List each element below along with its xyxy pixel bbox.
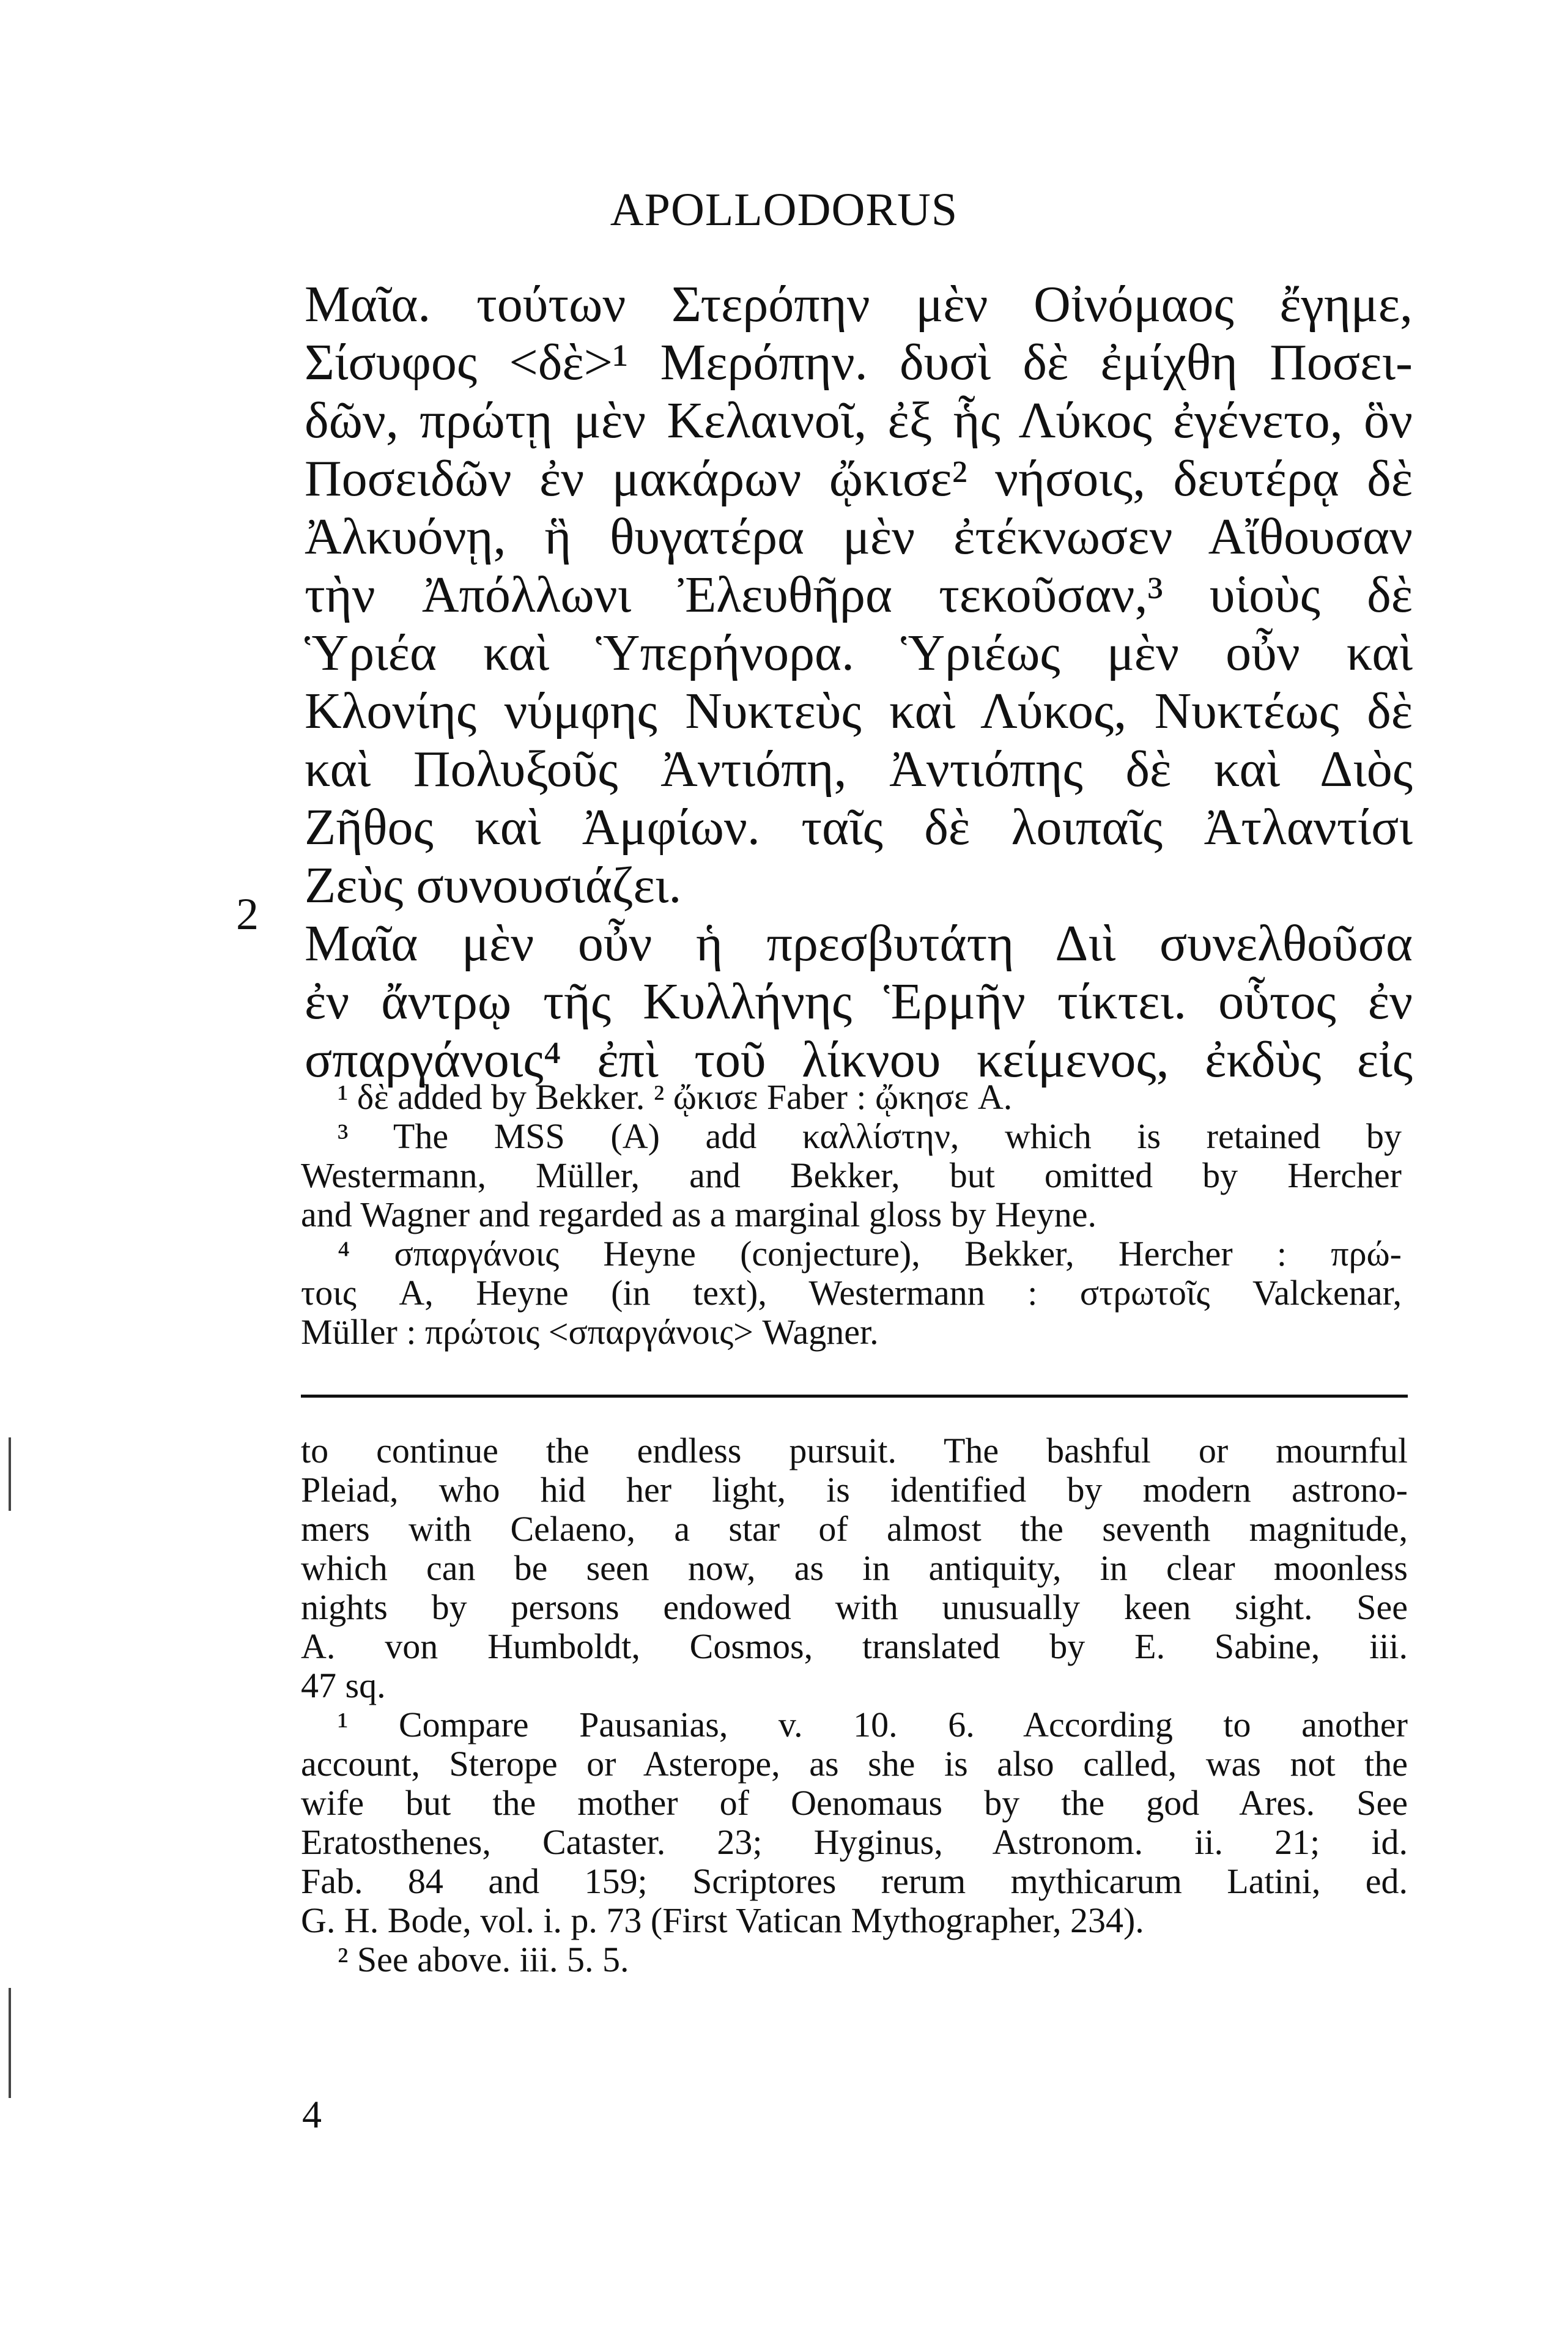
greek-line: Μαῖα. τούτων Στερόπην μὲν Οἰνόμαος ἔγημε, — [305, 276, 1413, 333]
greek-line: τὴν Ἀπόλλωνι Ἐλευθῆρα τεκοῦσαν,³ υἱοὺς δὲ — [305, 566, 1413, 623]
greek-text-block — [305, 275, 1413, 1089]
critical-note-line: τοις A, Heyne (in text), Westermann : στρωτοῖς Valckenar, — [301, 1273, 1402, 1313]
critical-note-line: Müller : πρώτοις <σπαργάνοις> Wagner. — [301, 1312, 879, 1352]
translation-note-line: ¹ Compare Pausanias, v. 10. 6. According to another — [338, 1705, 1408, 1744]
translation-note-line: wife but the mother of Oenomaus by the god Ares. See — [301, 1783, 1408, 1823]
greek-line: σπαργάνοις⁴ ἐπὶ τοῦ λίκνου κείμενος, ἐκδὺς εἰς — [305, 1031, 1413, 1088]
translation-note-line: account, Sterope or Asterope, as she is also called, was not the — [301, 1744, 1408, 1784]
critical-note-line: ⁴ σπαργάνοις Heyne (conjecture), Bekker, Hercher : πρώ- — [338, 1234, 1402, 1273]
critical-note-line: ³ The MSS (A) add καλλίστην, which is retained by — [338, 1116, 1402, 1156]
translation-note-line: mers with Celaeno, a star of almost the seventh magnitude, — [301, 1509, 1408, 1549]
greek-line: καὶ Πολυξοῦς Ἀντιόπη, Ἀντιόπης δὲ καὶ Διὸς — [305, 741, 1413, 798]
greek-line: Ζῆθος καὶ Ἀμφίων. ταῖς δὲ λοιπαῖς Ἀτλαντίσι — [305, 799, 1413, 856]
greek-line: Ποσειδῶν ἐν μακάρων ᾤκισε² νήσοις, δευτέρᾳ δὲ — [305, 450, 1413, 507]
translation-note-line: Eratosthenes, Cataster. 23; Hyginus, Astronom. ii. 21; id. — [301, 1822, 1408, 1862]
translation-note-line: to continue the endless pursuit. The bashful or mournful — [301, 1431, 1408, 1470]
translation-note-line: G. H. Bode, vol. i. p. 73 (First Vatican Mythographer, 234). — [301, 1900, 1144, 1940]
translation-note-line: ² See above. iii. 5. 5. — [338, 1940, 629, 1979]
translation-note-line: nights by persons endowed with unusually keen sight. See — [301, 1587, 1408, 1627]
greek-line: Μαῖα μὲν οὖν ἡ πρεσβυτάτη Διὶ συνελθοῦσα — [305, 915, 1413, 972]
scan-margin-mark — [9, 1988, 11, 2098]
paragraph-number: 2 — [236, 889, 259, 940]
greek-line: Κλονίης νύμφης Νυκτεὺς καὶ Λύκος, Νυκτέως δὲ — [305, 683, 1413, 740]
greek-line: Ὑριέα καὶ Ὑπερήνορα. Ὑριέως μὲν οὖν καὶ — [305, 625, 1413, 681]
greek-line: Ἀλκυόνῃ, ἣ θυγατέρα μὲν ἐτέκνωσεν Αἴθουσαν — [305, 508, 1413, 565]
greek-line: Σίσυφος <δὲ>¹ Μερόπην. δυσὶ δὲ ἐμίχθη Ποσει- — [305, 334, 1413, 391]
translation-note-line: 47 sq. — [301, 1666, 386, 1705]
critical-notes — [301, 1078, 1402, 1352]
greek-line: δῶν, πρώτῃ μὲν Κελαινοῖ, ἐξ ἧς Λύκος ἐγένετο, ὃν — [305, 392, 1413, 449]
critical-note-line: ¹ δὲ added by Bekker. ² ᾤκισε Faber : ᾤκησε A. — [338, 1077, 1013, 1117]
greek-line: ἐν ἄντρῳ τῆς Κυλλήνης Ἑρμῆν τίκτει. οὗτος ἐν — [305, 973, 1413, 1030]
translation-notes — [301, 1431, 1408, 1979]
footnote-divider — [301, 1395, 1408, 1398]
critical-note-line: Westermann, Müller, and Bekker, but omitted by Hercher — [301, 1155, 1402, 1195]
page-number: 4 — [302, 2093, 322, 2136]
translation-note-line: Fab. 84 and 159; Scriptores rerum mythicarum Latini, ed. — [301, 1861, 1408, 1901]
translation-note-line: which can be seen now, as in antiquity, in clear moonless — [301, 1548, 1408, 1588]
page-title: APOLLODORUS — [610, 184, 958, 235]
greek-line: Ζεὺς συνουσιάζει. — [305, 857, 682, 914]
translation-note-line: A. von Humboldt, Cosmos, translated by E. Sabine, iii. — [301, 1626, 1408, 1666]
scan-margin-mark — [9, 1437, 11, 1511]
critical-note-line: and Wagner and regarded as a marginal gloss by Heyne. — [301, 1195, 1096, 1234]
translation-note-line: Pleiad, who hid her light, is identified by modern astrono- — [301, 1470, 1408, 1510]
